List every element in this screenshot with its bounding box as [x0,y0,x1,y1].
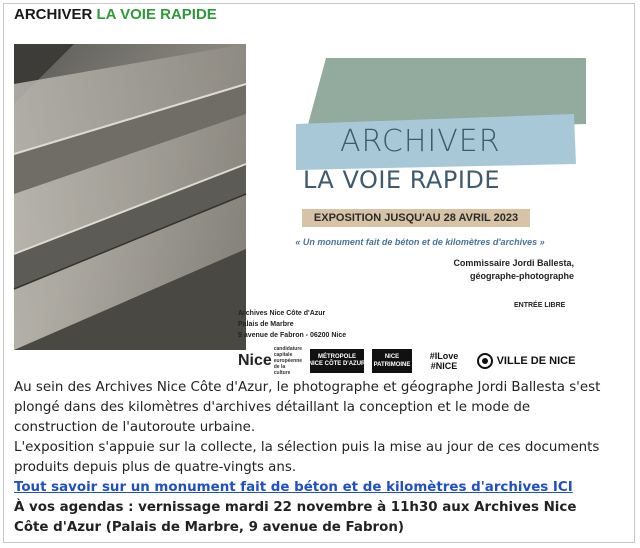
commissaire-role: géographe-photographe [470,271,574,281]
paragraph-collecte: L'exposition s'appuie sur la collecte, la sélection puis la mise au jour de ces documents produits depuis plus de quatre-vingts ans. [14,440,600,475]
ilove-line2: #NICE [430,361,458,371]
candidature-mark: Nice [237,352,272,369]
poster-heading-archiver: ARCHIVER [340,124,501,159]
ville-de-nice-text: VILLE DE NICE [496,355,576,367]
commissaire-credit [434,257,574,283]
ilove-nice-logo [422,349,466,373]
entree-libre-label: ENTRÉE LIBRE [514,302,566,309]
city-seal-icon [477,353,493,369]
metropole-line2: NICE CÔTE D'AZUR [308,361,366,367]
ville-de-nice-logo [476,349,576,373]
address-building: Palais de Marbre [238,321,294,328]
address-street: 9 avenue de Fabron - 06200 Nice [238,332,347,339]
exposition-date-banner: EXPOSITION JUSQU'AU 28 AVRIL 2023 [302,209,530,227]
venue-address [238,308,346,341]
candidature-logo [237,346,303,376]
nice-patrimoine-logo [372,349,412,373]
candidature-text: candidature capitale européenne de la culture [273,346,303,376]
title-part-voie-rapide: LA VOIE RAPIDE [96,6,217,23]
nice-patrimoine-line2: PATRIMOINE [373,362,411,368]
title-part-archiver: ARCHIVER [14,6,93,23]
poster-heading-voie-rapide: LA VOIE RAPIDE [303,166,501,194]
article-body [14,378,614,538]
concrete-highway-photo [14,44,246,350]
metropole-line1: MÉTROPOLE [317,354,356,360]
ilove-line1: #ILove [429,351,459,361]
nice-patrimoine-line1: NICE [384,354,400,360]
agenda-text: À vos agendas : vernissage mardi 22 novembre à 11h30 aux Archives Nice Côte d'Azur (Palais de Marbre, 9 avenue de Fabron) [14,500,577,535]
poster-tagline: « Un monument fait de béton et de kilomètres d'archives » [295,237,545,247]
address-venue: Archives Nice Côte d'Azur [238,310,326,317]
commissaire-name: Commissaire Jordi Ballesta, [453,258,574,268]
details-link[interactable]: Tout savoir sur un monument fait de béton et de kilomètres d'archives ICI [14,480,573,495]
paragraph-intro: Au sein des Archives Nice Côte d'Azur, le photographe et géographe Jordi Ballesta s'est plongé dans des kilomètres d'archives détaillant la conception et le mode de construction de l'autoroute urbaine. [14,380,601,435]
page-title [14,6,217,23]
metropole-logo [310,349,364,373]
exhibition-poster [14,44,590,376]
